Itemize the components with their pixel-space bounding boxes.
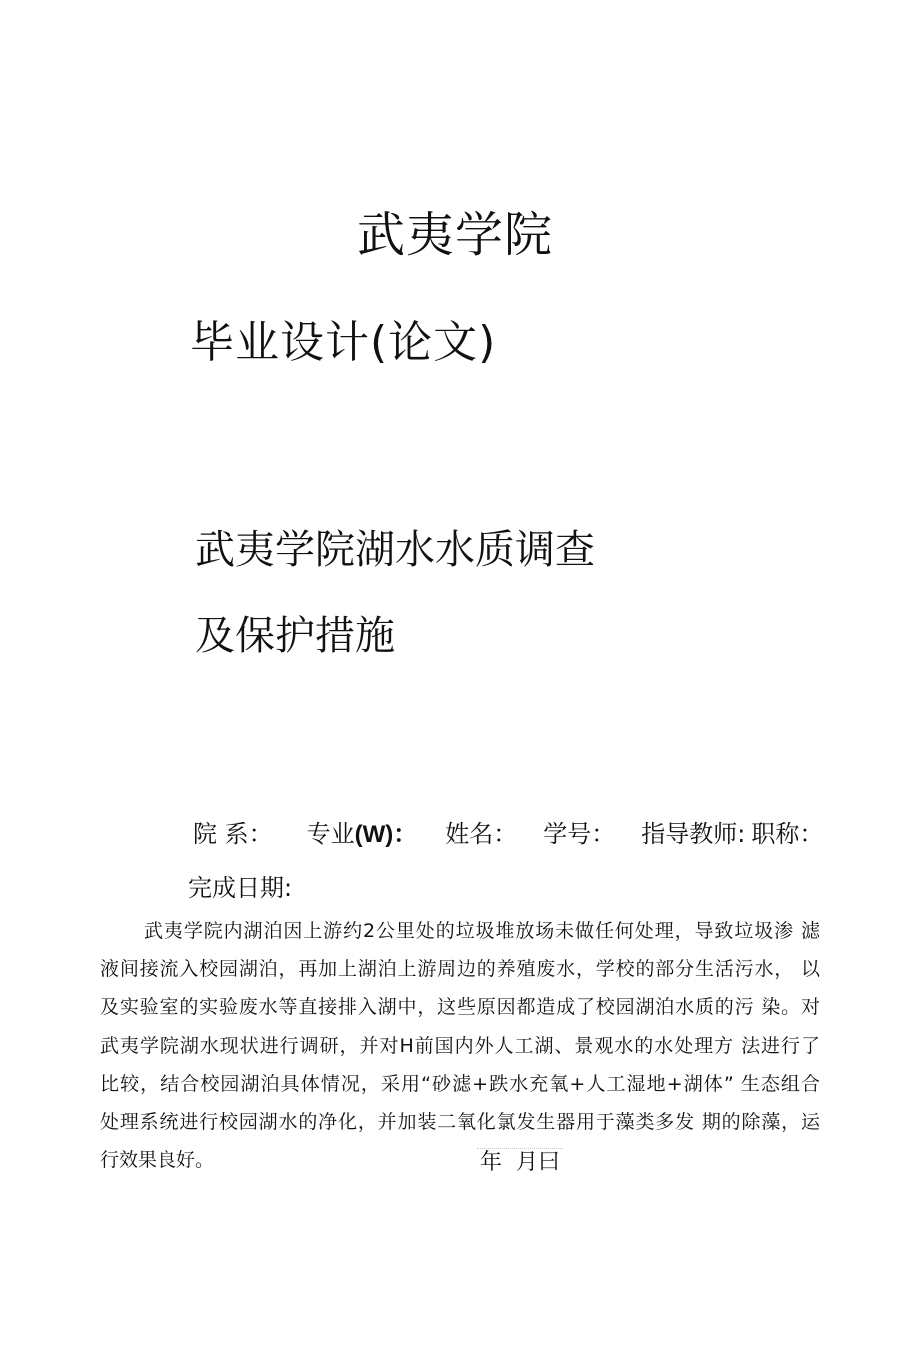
month-day-label: 月曰 xyxy=(516,1150,561,1175)
abstract-paragraph xyxy=(100,912,820,1179)
school-name: 武夷学院 xyxy=(357,207,554,263)
academic-title-label: 职称： xyxy=(751,820,824,848)
student-id-label: 学号： xyxy=(543,820,616,848)
date-fields xyxy=(480,1145,574,1181)
thesis-title-line-2: 及保护措施 xyxy=(195,613,395,659)
major-label-suffix: (W)： xyxy=(354,821,418,848)
major-label xyxy=(307,816,418,853)
abstract-line: 武夷学院湖水现状进行调研，并对H前国内外人工湖、景观水的水处理方 法进行了 xyxy=(100,1034,820,1057)
major-label-prefix: 专业 xyxy=(306,820,355,848)
thesis-title-line-1: 武夷学院湖水水质调查 xyxy=(195,527,595,573)
abstract-line: 液间接流入校园湖泊，再加上湖泊上游周边的养殖废水，学校的部分生活污水， 以 xyxy=(100,958,820,981)
abstract-line: 及实验室的实验废水等直接排入湖中，这些原因都造成了校园湖泊水质的污 染。对 xyxy=(100,996,820,1019)
completion-date-label: 完成日期: xyxy=(188,874,293,902)
abstract-line: 处理系统进行校园湖水的净化，并加装二氧化氯发生器用于藻类多发 期的除藻，运 xyxy=(100,1111,820,1134)
student-info-row xyxy=(193,816,823,853)
abstract-line: 武夷学院内湖泊因上游约2公里处的垃圾堆放场未做任何处理，导致垃圾渗 滤 xyxy=(144,920,820,942)
department-label: 院 系： xyxy=(193,820,273,848)
advisor-label: 指导教师: xyxy=(641,820,746,848)
abstract-line: 行效果良好。 xyxy=(100,1149,215,1172)
thesis-type: 毕业设计(论文) xyxy=(190,317,497,368)
year-label: 年 xyxy=(480,1150,503,1175)
name-label: 姓名： xyxy=(445,820,518,848)
abstract-line: 比较，结合校园湖泊具体情况，采用“砂滤+跌水充氧+人工湿地+湖体” 生态组合 xyxy=(100,1072,820,1095)
